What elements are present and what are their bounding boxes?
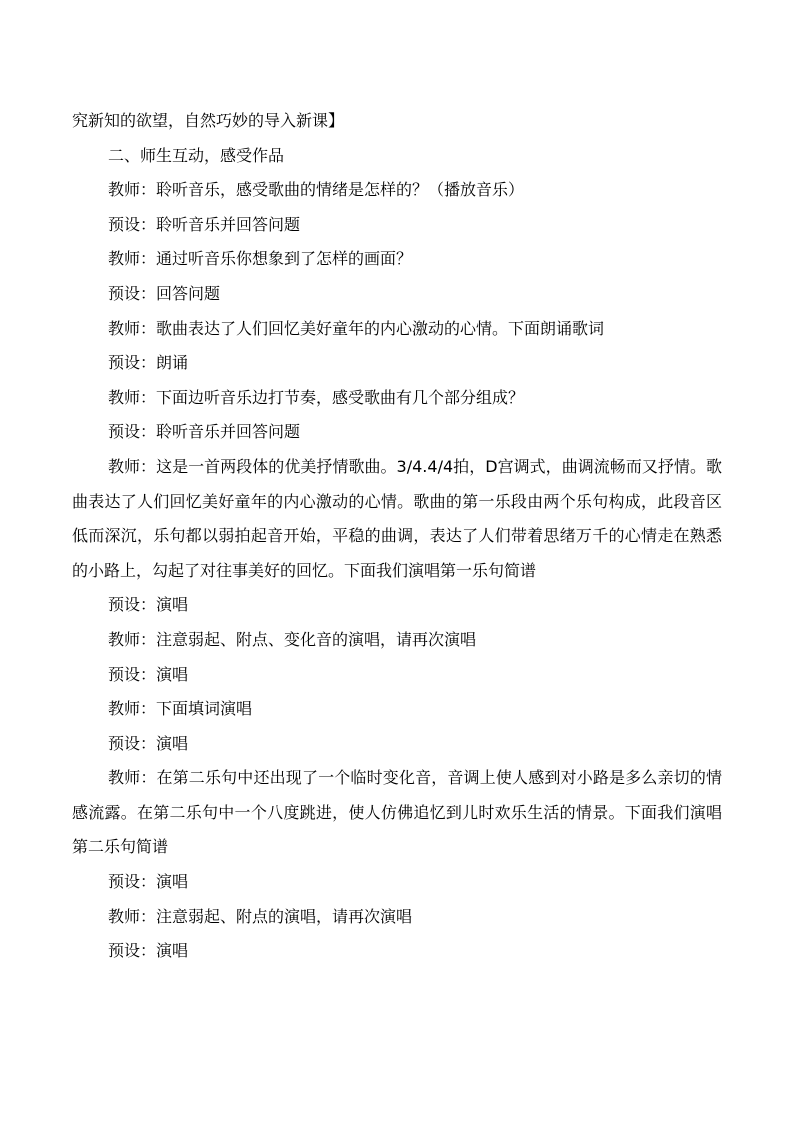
preset-line: 预设：聆听音乐并回答问题 xyxy=(108,214,301,234)
teacher-line: 教师：下面填词演唱 xyxy=(108,699,253,719)
section-heading: 二、师生互动，感受作品 xyxy=(108,145,285,165)
preset-line: 预设：演唱 xyxy=(108,733,189,753)
preset-line: 预设：演唱 xyxy=(108,595,189,615)
preset-line: 预设：演唱 xyxy=(108,872,189,892)
preset-line: 预设：演唱 xyxy=(108,941,189,961)
teacher-line: 教师：注意弱起、附点、变化音的演唱，请再次演唱 xyxy=(108,629,477,649)
teacher-line: 教师：下面边听音乐边打节奏，感受歌曲有几个部分组成？ xyxy=(108,387,525,407)
teacher-line: 教师：聆听音乐，感受歌曲的情绪是怎样的？（播放音乐） xyxy=(108,180,525,200)
teacher-paragraph: 教师：这是一首两段体的优美抒情歌曲。3/4.4/4拍，D宫调式，曲调流畅而又抒情。歌曲表达了人们回忆美好童年的内心激动的心情。歌曲的第一乐段由两个乐句构成，此段音区低而深沉，乐句都以弱拍起音开始，平稳的曲调，表达了人们带着思绪万千的心情走在熟悉的小路上，勾起了对往事美好的回忆。下面我们演唱第一乐句简谱 xyxy=(72,456,722,580)
continued-paragraph: 究新知的欲望，自然巧妙的导入新课】 xyxy=(72,111,345,130)
preset-line: 预设：演唱 xyxy=(108,664,189,684)
teacher-line: 教师：歌曲表达了人们回忆美好童年的内心激动的心情。下面朗诵歌词 xyxy=(108,318,605,338)
preset-line: 预设：回答问题 xyxy=(108,283,221,303)
lesson-plan-text xyxy=(72,104,722,969)
preset-line: 预设：聆听音乐并回答问题 xyxy=(108,422,301,442)
teacher-paragraph: 教师：在第二乐句中还出现了一个临时变化音，音调上使人感到对小路是多么亲切的情感流露。在第二乐句中一个八度跳进，使人仿佛追忆到儿时欢乐生活的情景。下面我们演唱第二乐句简谱 xyxy=(72,768,722,857)
preset-line: 预设：朗诵 xyxy=(108,353,189,373)
teacher-line: 教师：注意弱起、附点的演唱，请再次演唱 xyxy=(108,906,413,926)
teacher-line: 教师：通过听音乐你想象到了怎样的画面？ xyxy=(108,249,413,269)
